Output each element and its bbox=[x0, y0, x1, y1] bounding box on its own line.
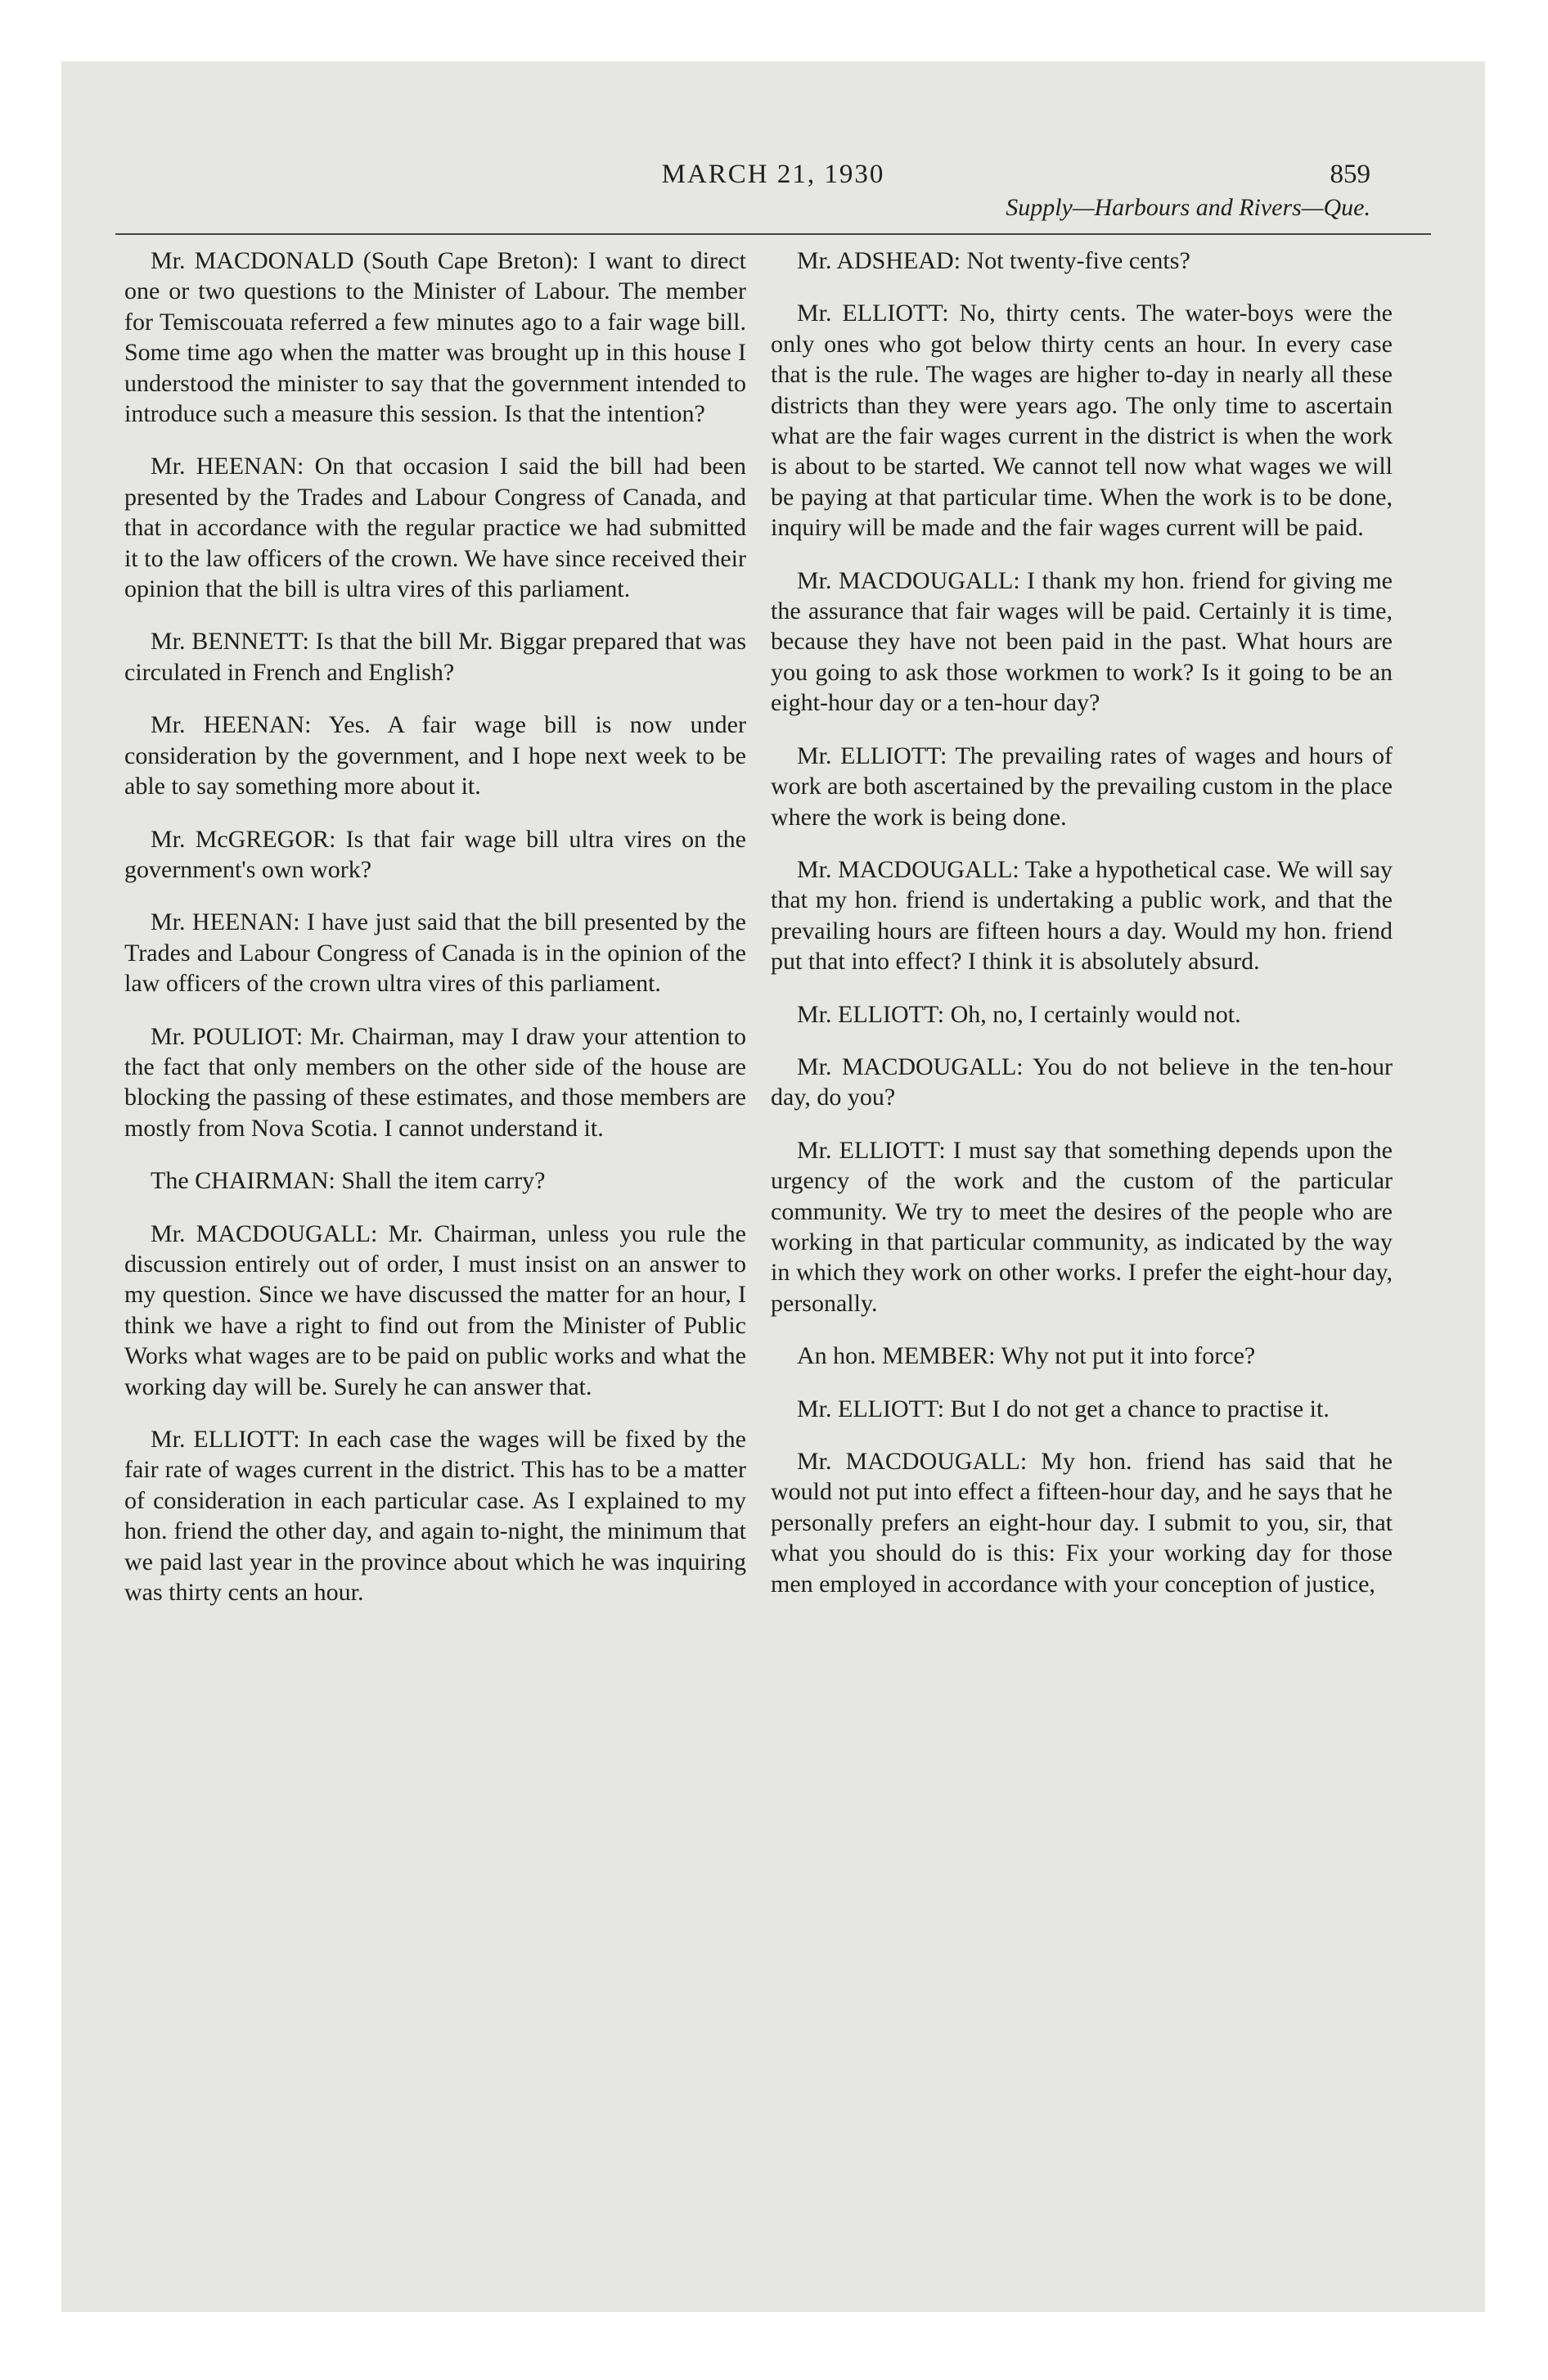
paragraph: Mr. ELLIOTT: Oh, no, I certainly would not. bbox=[797, 1000, 1241, 1028]
paragraph: Mr. McGREGOR: Is that fair wage bill ultra vires on the government's own work? bbox=[124, 825, 746, 883]
page-date: MARCH 21, 1930 bbox=[661, 160, 885, 189]
paragraph: Mr. BENNETT: Is that the bill Mr. Biggar prepared that was circulated in French and English? bbox=[124, 628, 746, 686]
paragraph: Mr. HEENAN: Yes. A fair wage bill is now under consideration by the government, and I hope next week to be able to say something more about it. bbox=[124, 711, 746, 800]
right-column bbox=[771, 246, 1393, 1621]
paragraph: Mr. HEENAN: On that occasion I said the bill had been presented by the Trades and Labour Congress of Canada, and that in accordance with the regular practice we had submitted it to the law officers of the crown. We have since received their opinion that the bill is ultra vires of this parliament. bbox=[124, 453, 746, 603]
paragraph: Mr. MACDOUGALL: My hon. friend has said that he would not put into effect a fifteen-hour day, and he says that he personally prefers an eight-hour day. I submit to you, sir, that what you should do is this: Fix your working day for those men employed in accordance with your conception of justice, bbox=[771, 1448, 1393, 1598]
paragraph: Mr. ELLIOTT: No, thirty cents. The water-boys were the only ones who got below thirty cents an hour. In every case that is the rule. The wages are higher to-day in nearly all these districts than they were years ago. The only time to ascertain what are the fair wages current in the district is when the work is about to be started. We cannot tell now what wages we will be paying at that particular time. When the work is to be done, inquiry will be made and the fair wages current will be paid. bbox=[771, 300, 1393, 542]
paragraph: Mr. ELLIOTT: The prevailing rates of wages and hours of work are both ascertained by the prevailing custom in the place where the work is being done. bbox=[771, 741, 1393, 831]
header-rule bbox=[115, 233, 1431, 235]
page-sheet bbox=[61, 61, 1485, 2312]
running-head bbox=[61, 160, 1485, 221]
left-column bbox=[124, 246, 746, 1629]
page-subject: Supply—Harbours and Rivers—Que. bbox=[1006, 194, 1370, 221]
paragraph: Mr. MACDOUGALL: I thank my hon. friend for giving me the assurance that fair wages will be paid. Certainly it is time, because they have not been paid in the past. What hours are you going to ask those workmen to work? Is it going to be an eight-hour day or a ten-hour day? bbox=[771, 566, 1393, 717]
paragraph: Mr. POULIOT: Mr. Chairman, may I draw your attention to the fact that only members on the other side of the house are blocking the passing of these estimates, and those members are mostly from Nova Scotia. I cannot understand it. bbox=[124, 1022, 746, 1142]
paragraph: Mr. ADSHEAD: Not twenty-five cents? bbox=[797, 247, 1190, 274]
paragraph: Mr. MACDONALD (South Cape Breton): I want to direct one or two questions to the Minister of Labour. The member for Temiscouata referred a few minutes ago to a fair wage bill. Some time ago when the matter was brought up in this house I understood the minister to say that the government intended to introduce such a measure this session. Is that the intention? bbox=[124, 247, 746, 428]
paragraph: Mr. MACDOUGALL: You do not believe in the ten-hour day, do you? bbox=[771, 1053, 1393, 1111]
paragraph: Mr. MACDOUGALL: Mr. Chairman, unless you rule the discussion entirely out of order, I must insist on an answer to my question. Since we have discussed the matter for an hour, I think we have a right to find out from the Minister of Public Works what wages are to be paid on public works and what the working day will be. Surely he can answer that. bbox=[124, 1219, 746, 1400]
paragraph: Mr. ELLIOTT: In each case the wages will be fixed by the fair rate of wages current in the district. This has to be a matter of consideration in each particular case. As I explained to my hon. friend the other day, and again to-night, the minimum that we paid last year in the province about which he was inquiring was thirty cents an hour. bbox=[124, 1426, 746, 1607]
paragraph: Mr. MACDOUGALL: Take a hypothetical case. We will say that my hon. friend is undertaking a public work, and that the prevailing hours are fifteen hours a day. Would my hon. friend put that into effect? I think it is absolutely absurd. bbox=[771, 855, 1393, 976]
paragraph: Mr. HEENAN: I have just said that the bill presented by the Trades and Labour Congress of Canada is in the opinion of the law officers of the crown ultra vires of this parliament. bbox=[124, 908, 746, 998]
paragraph: Mr. ELLIOTT: But I do not get a chance to practise it. bbox=[797, 1395, 1330, 1422]
paragraph: An hon. MEMBER: Why not put it into force? bbox=[797, 1342, 1256, 1370]
paragraph: The CHAIRMAN: Shall the item carry? bbox=[151, 1167, 546, 1195]
paragraph: Mr. ELLIOTT: I must say that something depends upon the urgency of the work and the custom of the particular community. We try to meet the desires of the people who are working in that particular community, as indicated by the way in which they work on other works. I prefer the eight-hour day, personally. bbox=[771, 1136, 1393, 1317]
page-number: 859 bbox=[1330, 160, 1370, 189]
